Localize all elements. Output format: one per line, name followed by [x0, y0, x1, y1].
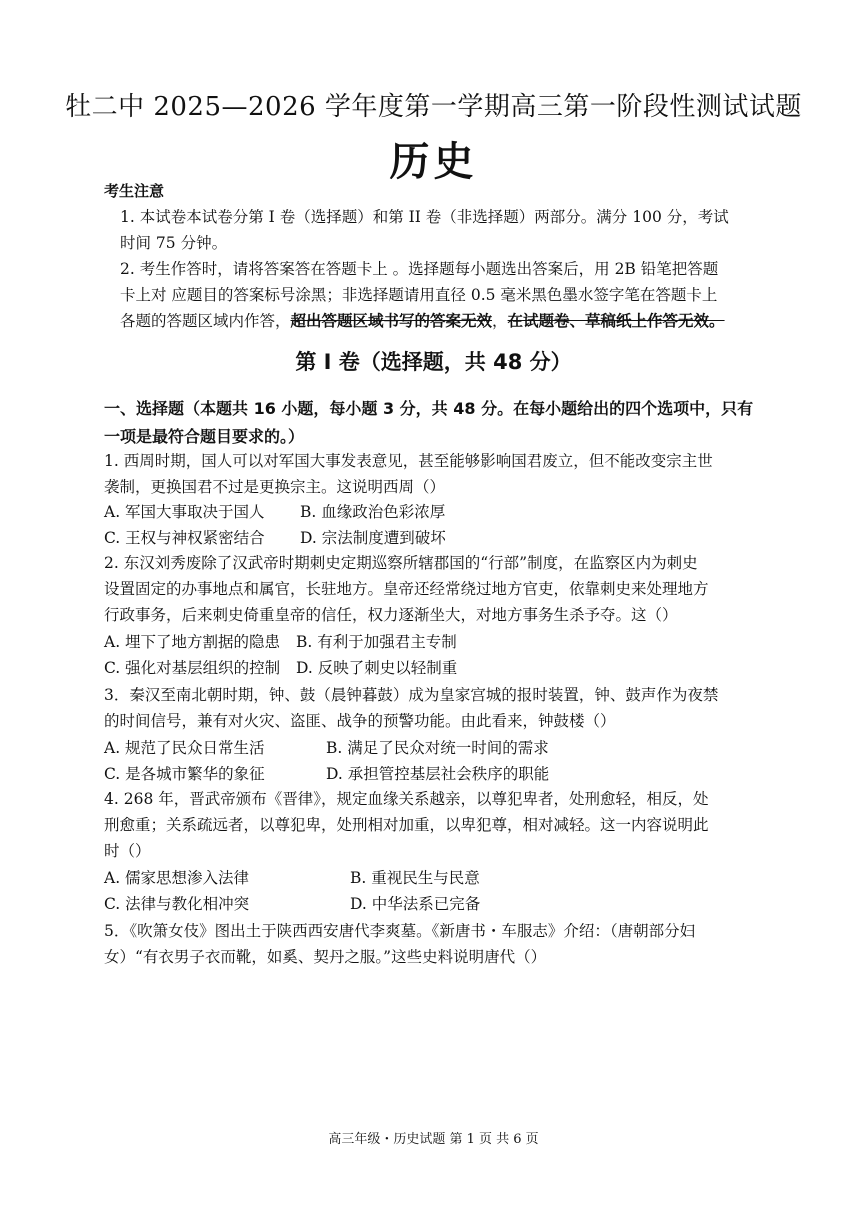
notice-item-2-line-1: 2. 考生作答时，请将答案答在答题卡上 。选择题每小题选出答案后，用 2B 铅笔把答题 — [120, 260, 719, 278]
question-2-line-3: 行政事务，后来刺史倚重皇帝的信任，权力逐渐坐大，对地方事务生杀予夺。这（） — [104, 606, 678, 624]
question-2-line-2: 设置固定的办事地点和属官，长驻地方。皇帝还经常绕过地方官吏，依靠刺史来处理地方 — [104, 580, 709, 598]
question-1-option-d: D. 宗法制度遭到破坏 — [300, 529, 446, 547]
section-1-title: 第 I 卷（选择题，共 48 分） — [295, 350, 572, 374]
notice-item-2-line-2: 卡上对 应题目的答案标号涂黑；非选择题请用直径 0.5 毫米黑色墨水签字笔在答题卡上 — [120, 286, 718, 304]
notice-item-2-line-3-text: 各题的答题区域内作答， — [120, 312, 291, 330]
question-4-line-2: 刑愈重；关系疏远者，以尊犯卑，处刑相对加重，以卑犯尊，相对减轻。这一内容说明此 — [104, 816, 709, 834]
notice-item-2-line-3 — [120, 308, 725, 334]
question-5-line-2: 女）“有衣男子衣而靴，如奚、契丹之服。”这些史料说明唐代（） — [104, 948, 547, 966]
question-3-option-d: D. 承担管控基层社会秩序的职能 — [326, 765, 550, 783]
question-2-option-b: B. 有利于加强君主专制 — [296, 633, 457, 651]
instruction-line-2: 一项是最符合题目要求的。） — [104, 427, 305, 446]
question-2-option-c: C. 强化对基层组织的控制 — [104, 659, 281, 677]
notice-item-1-line-1: 1. 本试卷本试卷分第 I 卷（选择题）和第 II 卷（非选择题）两部分。满分 100 分，考试 — [120, 208, 729, 226]
question-1-line-2: 袭制，更换国君不过是更换宗主。这说明西周（） — [104, 478, 446, 496]
question-3-line-2: 的时间信号，兼有对火灾、盗匪、战争的预警功能。由此看来，钟鼓楼（） — [104, 712, 616, 730]
struck-text-draft-invalid: 在试题卷、草稿纸上作答无效。 — [507, 311, 725, 330]
question-3-option-b: B. 满足了民众对统一时间的需求 — [326, 739, 549, 757]
page-footer: 高三年级・历史试题 第 1 页 共 6 页 — [328, 1132, 539, 1147]
question-3-option-c: C. 是各城市繁华的象征 — [104, 765, 265, 783]
struck-text-answer-invalid: 超出答题区域书写的答案无效 — [290, 311, 493, 330]
question-5-line-1: 5．《吹箫女伎》图出土于陕西西安唐代李爽墓。《新唐书・车服志》介绍：（唐朝部分妇 — [104, 922, 696, 940]
question-2-option-a: A. 埋下了地方割据的隐患 — [104, 633, 281, 651]
question-4-line-3: 时（） — [104, 842, 151, 860]
notice-item-1-line-2: 时间 75 分钟。 — [120, 234, 228, 252]
question-1-option-b: B. 血缘政治色彩浓厚 — [300, 503, 446, 521]
instruction-line-1: 一、选择题（本题共 16 小题，每小题 3 分，共 48 分。在每小题给出的四个选项中，只有 — [104, 399, 754, 418]
question-4-option-d: D. 中华法系已完备 — [350, 895, 481, 913]
question-2-line-1: 2. 东汉刘秀废除了汉武帝时期刺史定期巡察所辖郡国的“行部”制度，在监察区内为刺史 — [104, 554, 698, 572]
notice-comma: ， — [492, 312, 508, 330]
question-4-option-a: A. 儒家思想渗入法律 — [104, 869, 250, 887]
question-1-line-1: 1. 西周时期，国人可以对军国大事发表意见，甚至能够影响国君废立，但不能改变宗主世 — [104, 452, 713, 470]
question-2-option-d: D. 反映了刺史以轻制重 — [296, 659, 458, 677]
question-3-line-1: 3．秦汉至南北朝时期，钟、鼓（晨钟暮鼓）成为皇家宫城的报时装置，钟、鼓声作为夜禁 — [104, 686, 719, 704]
question-4-option-c: C. 法律与教化相冲突 — [104, 895, 250, 913]
notice-heading: 考生注意 — [104, 182, 165, 200]
question-1-option-a: A. 军国大事取决于国人 — [104, 503, 265, 521]
question-1-option-c: C. 王权与神权紧密结合 — [104, 529, 265, 547]
exam-title: 牡二中 2025—2026 学年度第一学期高三第一阶段性测试试题 — [65, 92, 802, 122]
question-3-option-a: A. 规范了民众日常生活 — [104, 739, 265, 757]
question-4-line-1: 4. 268 年，晋武帝颁布《晋律》，规定血缘关系越亲，以尊犯卑者，处刑愈轻，相反，处 — [104, 790, 709, 808]
question-4-option-b: B. 重视民生与民意 — [350, 869, 480, 887]
subject-title: 历史 — [389, 138, 478, 185]
